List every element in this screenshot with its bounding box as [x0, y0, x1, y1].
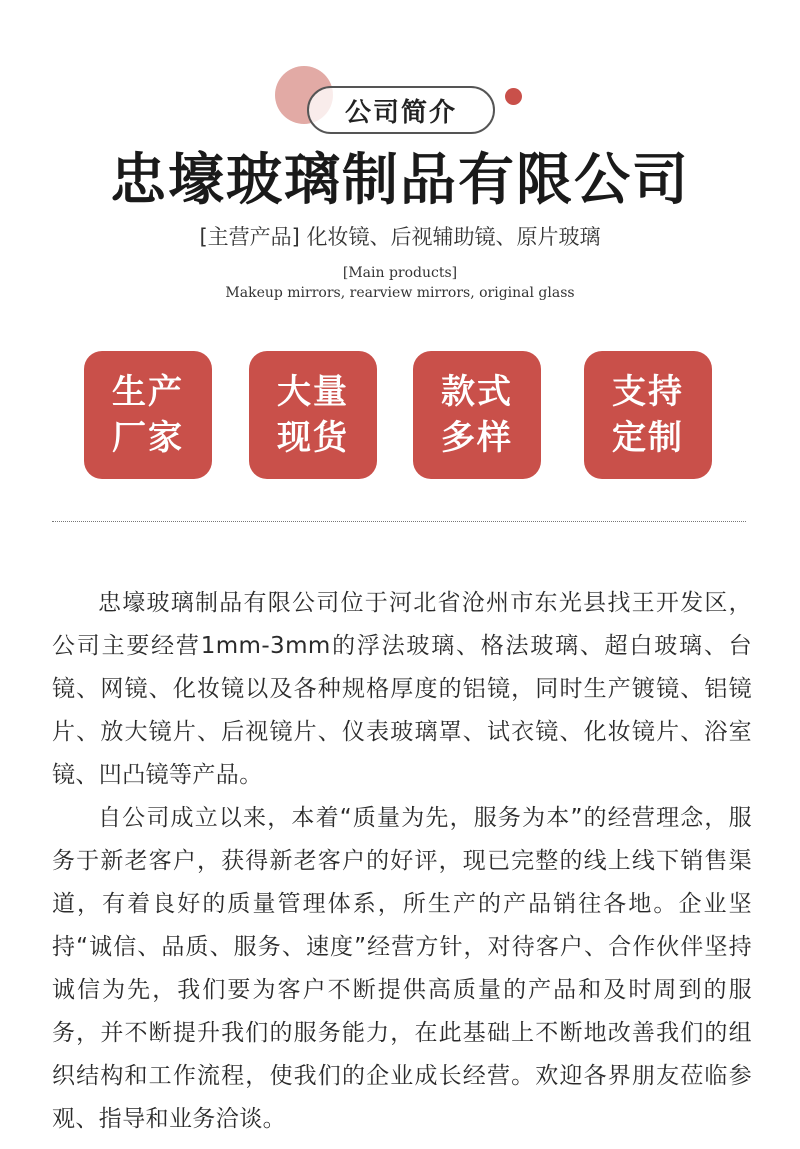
decorative-dot: [505, 88, 522, 105]
feature-line: 多样: [441, 418, 513, 458]
feature-customization: [584, 351, 712, 479]
feature-line: 定制: [612, 418, 684, 458]
feature-line: 支持: [612, 372, 684, 412]
feature-in-stock: [249, 351, 377, 479]
company-title: 忠壕玻璃制品有限公司: [110, 148, 690, 213]
main-products-en-label: [Main products]: [342, 265, 458, 281]
feature-variety: [413, 351, 541, 479]
main-products-cn: [主营产品] 化妆镜、后视辅助镜、原片玻璃: [199, 225, 601, 249]
dotted-divider: [52, 521, 746, 522]
feature-line: 款式: [441, 372, 513, 412]
feature-line: 生产: [112, 372, 184, 412]
section-badge: 公司简介: [307, 86, 495, 134]
feature-manufacturer: [84, 351, 212, 479]
feature-line: 厂家: [112, 418, 184, 458]
feature-line: 现货: [277, 418, 349, 458]
company-introduction: [52, 582, 752, 1141]
intro-paragraph: 自公司成立以来，本着“质量为先，服务为本”的经营理念，服务于新老客户，获得新老客户的好评，现已完整的线上线下销售渠道，有着良好的质量管理体系，所生产的产品销往各地。企业坚持“诚信、品质、服务、速度”经营方针，对待客户、合作伙伴坚持诚信为先，我们要为客户不断提供高质量的产品和及时周到的服务，并不断提升我们的服务能力，在此基础上不断地改善我们的组织结构和工作流程，使我们的企业成长经营。欢迎各界朋友莅临参观、指导和业务洽谈。: [52, 805, 752, 1132]
feature-line: 大量: [277, 372, 349, 412]
intro-paragraph: 忠壕玻璃制品有限公司位于河北省沧州市东光县找王开发区，公司主要经营1mm-3mm的浮法玻璃、格法玻璃、超白玻璃、台镜、网镜、化妆镜以及各种规格厚度的铝镜，同时生产镀镜、铝镜片、放大镜片、后视镜片、仪表玻璃罩、试衣镜、化妆镜片、浴室镜、凹凸镜等产品。: [52, 590, 752, 788]
main-products-en: Makeup mirrors, rearview mirrors, original glass: [225, 285, 575, 301]
